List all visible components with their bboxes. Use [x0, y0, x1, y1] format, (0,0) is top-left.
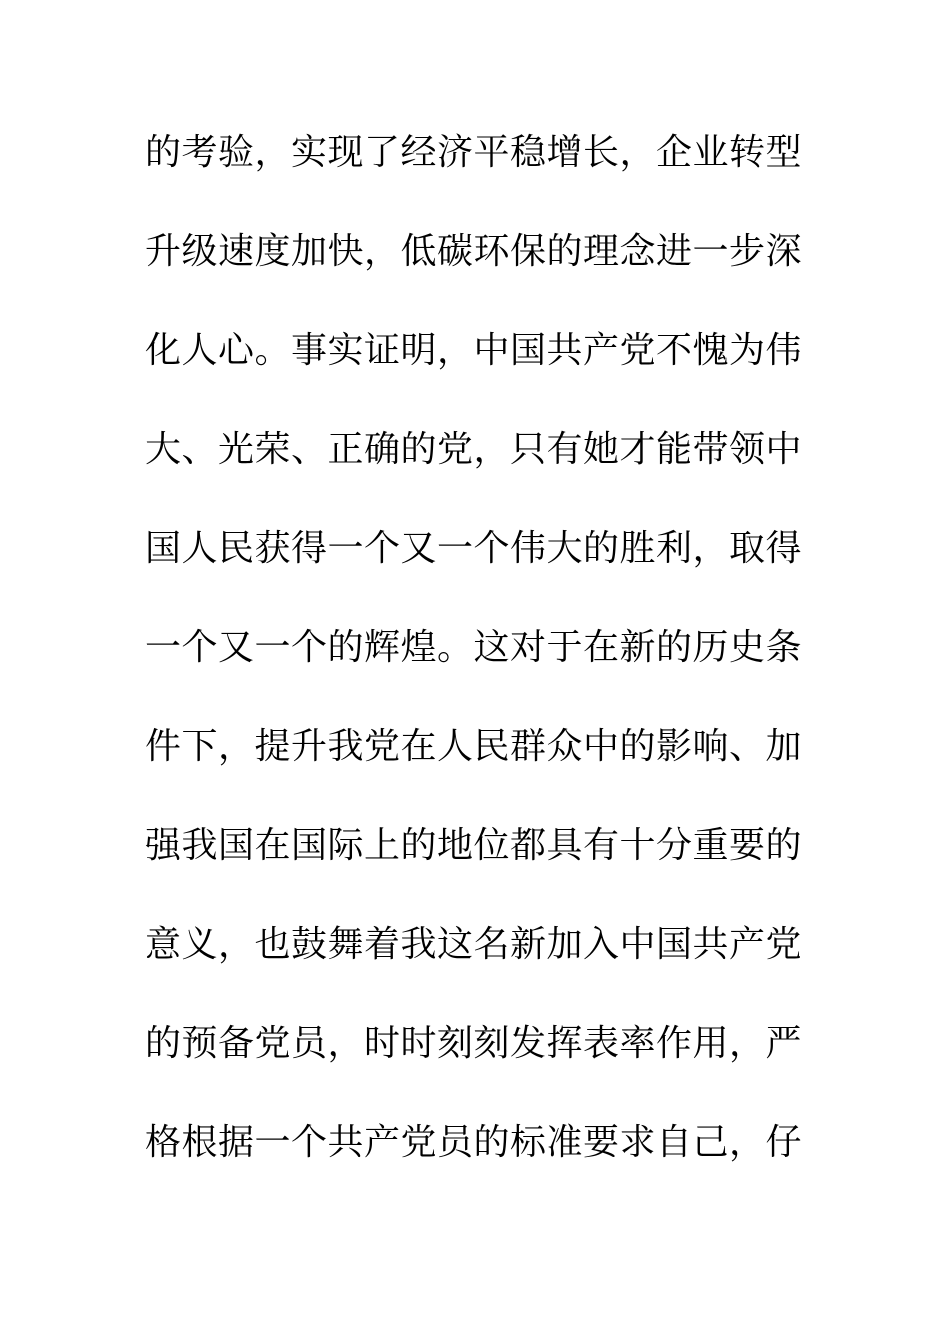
text-line: 件下，提升我党在人民群众中的影响、加	[145, 726, 803, 767]
text-line: 的预备党员，时时刻刻发挥表率作用，严	[145, 1023, 803, 1064]
text-line: 格根据一个共产党员的标准要求自己，仔	[145, 1122, 803, 1163]
text-line: 国人民获得一个又一个伟大的胜利，取得	[145, 528, 803, 569]
text-line: 意义，也鼓舞着我这名新加入中国共产党	[145, 924, 803, 965]
text-line: 大、光荣、正确的党，只有她才能带领中	[145, 429, 803, 470]
text-line: 升级速度加快，低碳环保的理念进一步深	[145, 231, 803, 272]
body-paragraph	[145, 124, 803, 1213]
text-line: 一个又一个的辉煌。这对于在新的历史条	[145, 627, 803, 668]
text-line: 化人心。事实证明，中国共产党不愧为伟	[145, 330, 803, 371]
text-line: 的考验，实现了经济平稳增长，企业转型	[145, 132, 803, 173]
text-line: 强我国在国际上的地位都具有十分重要的	[145, 825, 803, 866]
